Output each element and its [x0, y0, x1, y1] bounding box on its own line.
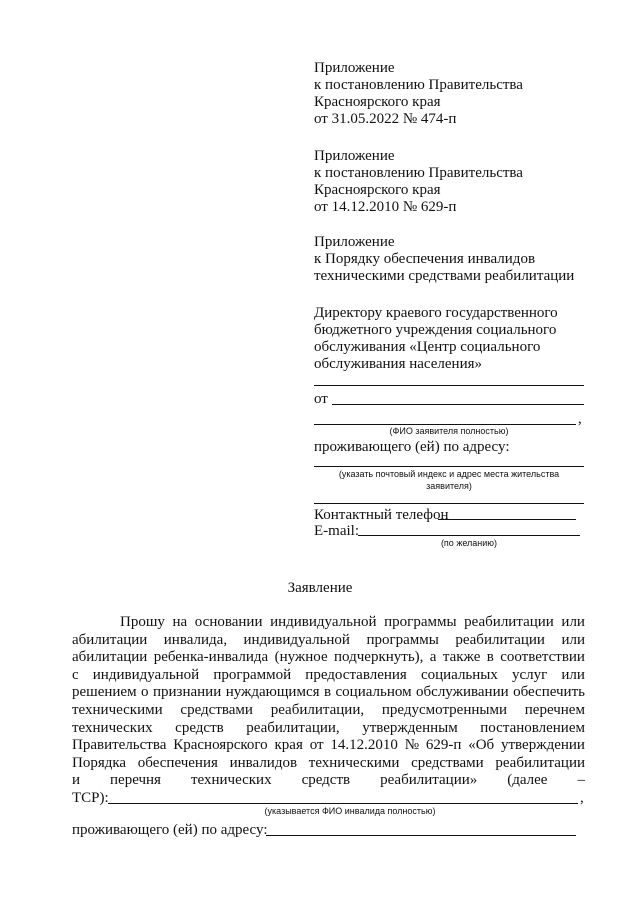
statement-word: 629-п	[425, 737, 462, 754]
addressee-line: бюджетного учреждения социального	[314, 322, 557, 338]
statement-line	[72, 632, 585, 649]
statement-word: реабилитации	[464, 614, 554, 630]
statement-word: –	[577, 772, 585, 789]
statement-word: индивидуальной	[92, 666, 200, 683]
statement-word: абилитации	[72, 649, 148, 666]
statement-word: индивидуальной	[270, 614, 377, 630]
statement-word: Порядка	[72, 754, 127, 771]
statement-word: края	[274, 737, 303, 754]
statement-word: Красноярского	[173, 737, 268, 754]
statement-word: средств	[301, 772, 351, 789]
statement-address-label: проживающего (ей) по адресу:	[72, 822, 268, 838]
statement-word: реабилитации,	[246, 719, 340, 736]
statement-word: признании	[152, 684, 222, 701]
statement-word: программы	[384, 614, 457, 630]
address-label: проживающего (ей) по адресу:	[314, 439, 510, 455]
statement-word: а	[429, 649, 437, 666]
statement-word: обеспечения	[137, 754, 218, 771]
appendix-line: Приложение	[314, 60, 395, 76]
appendix-line: Приложение	[314, 234, 395, 250]
statement-line	[72, 755, 585, 772]
statement-word: программы	[366, 631, 439, 648]
statement-word: 14.12.2010	[330, 737, 398, 754]
statement-word: услуг	[511, 666, 548, 683]
phone-label: Контактный телефон	[314, 507, 449, 523]
email-field[interactable]	[358, 535, 580, 536]
phone-field[interactable]	[438, 519, 576, 520]
disabled-person-name-field[interactable]	[108, 803, 578, 804]
appendix-line: Приложение	[314, 148, 395, 164]
statement-word: о	[141, 684, 149, 701]
statement-word: на	[172, 614, 188, 630]
statement-word: средствами	[411, 754, 484, 771]
statement-line	[72, 702, 585, 719]
disabled-person-address-field[interactable]	[266, 835, 576, 836]
statement-line	[72, 720, 585, 737]
statement-word: в	[486, 649, 494, 666]
statement-line	[72, 667, 585, 684]
statement-word: реабилитации	[455, 631, 545, 648]
applicant-address-field-2[interactable]	[314, 503, 584, 504]
addressee-line: обслуживания населения»	[314, 356, 482, 372]
statement-word: предоставления	[305, 666, 407, 683]
statement-word: также	[442, 649, 481, 666]
statement-title: Заявление	[287, 580, 353, 596]
statement-word: от	[309, 737, 324, 754]
tsr-hint: (указывается ФИО инвалида полностью)	[264, 806, 436, 816]
statement-word: социальном	[335, 684, 412, 701]
appendix-line: Красноярского края	[314, 94, 441, 110]
statement-word: с	[72, 666, 79, 683]
statement-word: реабилитации	[495, 754, 585, 771]
appendix-header-2	[314, 148, 523, 216]
statement-word: и	[72, 772, 81, 789]
statement-line	[72, 772, 585, 789]
statement-word: нуждающимся	[225, 684, 320, 701]
statement-word: реабилитации»	[380, 772, 478, 789]
statement-word: решением	[72, 684, 137, 701]
statement-word: соответствии	[500, 649, 585, 666]
appendix-line: к постановлению Правительства	[314, 165, 523, 181]
statement-word: средств	[175, 719, 224, 736]
statement-word: ребенка-инвалида	[153, 649, 269, 666]
appendix-line: к постановлению Правительства	[314, 77, 523, 93]
statement-word: Прошу	[120, 614, 165, 630]
appendix-line: от 31.05.2022 № 474-п	[314, 111, 457, 127]
statement-line	[72, 737, 585, 754]
statement-word: обеспечить	[513, 684, 585, 701]
statement-line	[72, 684, 585, 701]
appendix-header-1	[314, 60, 523, 128]
applicant-name-field[interactable]	[332, 404, 584, 405]
statement-word: постановлением	[480, 719, 585, 736]
statement-word: утвержденным	[362, 719, 458, 736]
statement-word: или	[561, 631, 585, 648]
statement-line	[72, 614, 585, 631]
from-label: от	[314, 391, 328, 407]
statement-word: техническими	[308, 754, 400, 771]
addressee-line: Директору краевого государственного	[314, 305, 558, 321]
statement-word: утверждении	[501, 737, 585, 754]
statement-word: индивидуальной	[243, 631, 350, 648]
statement-word: технических	[190, 772, 272, 789]
addressee-line: обслуживания «Центр социального	[314, 339, 541, 355]
email-label: E-mail:	[314, 523, 359, 539]
statement-word: или	[561, 614, 585, 630]
statement-line	[72, 649, 585, 666]
appendix-line: техническими средствами реабилитации	[314, 268, 575, 284]
statement-word: перечнем	[524, 702, 585, 718]
blank-line-top[interactable]	[314, 385, 584, 386]
statement-word: инвалида,	[163, 631, 228, 648]
statement-word: технических	[72, 719, 153, 736]
address-hint-2: заявителя)	[426, 481, 472, 491]
fio-hint: (ФИО заявителя полностью)	[389, 426, 509, 436]
appendix-header-3	[314, 234, 574, 285]
statement-word: в	[323, 684, 332, 701]
statement-word: программой	[213, 666, 292, 683]
applicant-address-field[interactable]	[314, 466, 584, 467]
appendix-line: Красноярского края	[314, 182, 441, 198]
statement-word: реабилитации,	[270, 702, 365, 718]
statement-word: или	[561, 666, 585, 683]
statement-word: (далее	[507, 772, 548, 789]
statement-word: основании	[194, 614, 263, 630]
applicant-name-field-2[interactable]	[314, 424, 576, 425]
statement-word: подчеркнуть),	[334, 649, 424, 666]
appendix-line: от 14.12.2010 № 629-п	[314, 199, 457, 215]
comma: ,	[578, 411, 582, 427]
statement-word: №	[404, 737, 420, 754]
appendix-line: к Порядку обеспечения инвалидов	[314, 251, 536, 267]
address-hint-1: (указать почтовый индекс и адрес места жительства	[338, 469, 560, 479]
statement-word: инвалидов	[229, 754, 298, 771]
addressee-block	[314, 305, 558, 373]
statement-word: предусмотренными	[381, 702, 507, 718]
statement-word: Правительства	[72, 737, 167, 754]
statement-word: перечня	[110, 772, 161, 789]
statement-word: социальных	[420, 666, 498, 683]
statement-word: техническими	[72, 702, 163, 718]
statement-word: «Об	[468, 737, 495, 754]
statement-word: (нужное	[274, 649, 328, 666]
statement-word: абилитации	[72, 631, 148, 648]
statement-word: средствами	[180, 702, 253, 718]
email-hint: (по желанию)	[440, 538, 498, 548]
statement-word: обслуживании	[416, 684, 509, 701]
tsr-comma: ,	[580, 790, 584, 806]
tsr-label: ТСР):	[72, 790, 109, 806]
